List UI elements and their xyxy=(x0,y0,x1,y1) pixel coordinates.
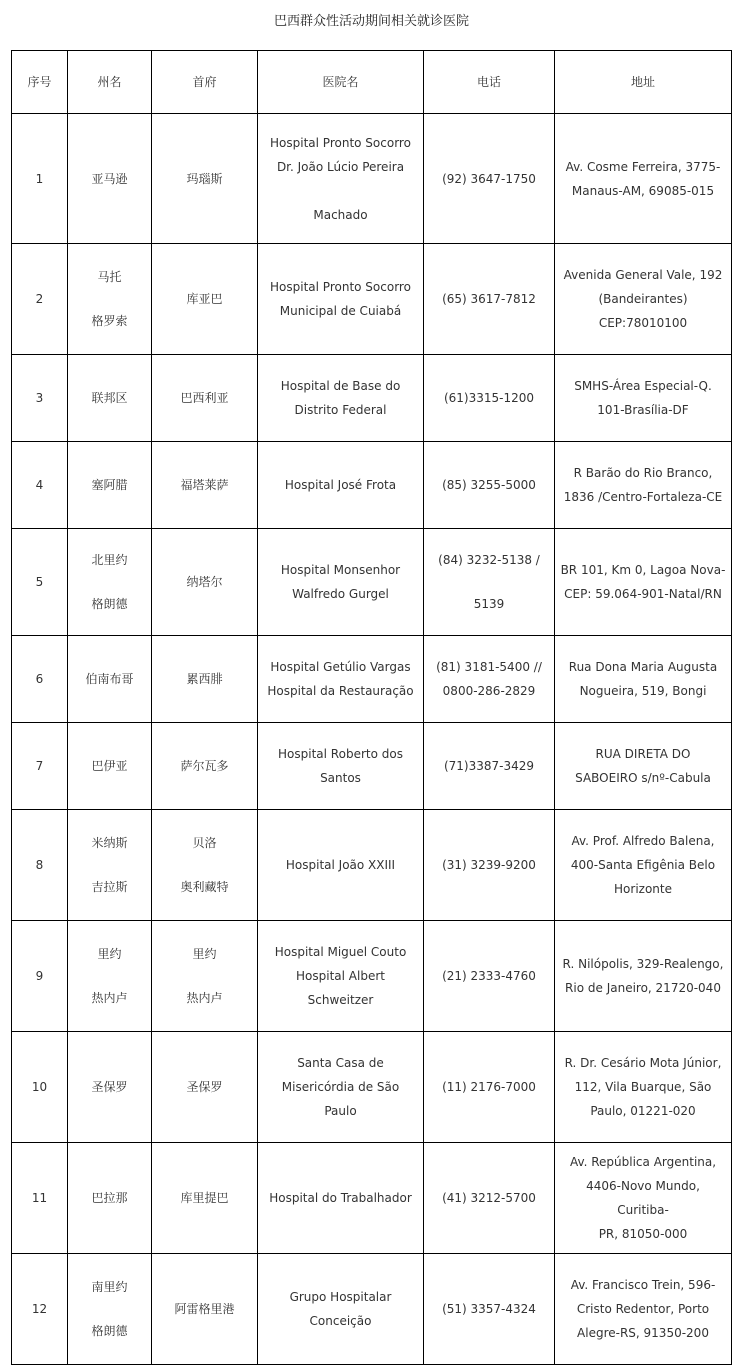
cell-line: Hospital Miguel Couto xyxy=(274,945,407,959)
cell-no: 1 xyxy=(12,114,68,244)
cell-line: Hospital Getúlio Vargas xyxy=(270,660,411,674)
cell-no: 11 xyxy=(12,1143,68,1254)
cell-hospital xyxy=(258,723,424,810)
cell-phone xyxy=(424,1143,555,1254)
cell-line: 塞阿腊 xyxy=(91,478,128,492)
cell-phone xyxy=(424,1032,555,1143)
cell-line: Schweitzer xyxy=(307,993,374,1007)
cell-address xyxy=(555,114,732,244)
cell-address xyxy=(555,529,732,636)
cell-line: (31) 3239-9200 xyxy=(442,858,536,872)
table-body xyxy=(12,114,732,1365)
cell-capital xyxy=(152,529,258,636)
cell-state xyxy=(68,921,152,1032)
cell-hospital xyxy=(258,1143,424,1254)
cell-line: Rio de Janeiro, 21720-040 xyxy=(565,981,721,995)
cell-line: (81) 3181-5400 // xyxy=(436,660,542,674)
cell-capital xyxy=(152,636,258,723)
cell-line: Dr. João Lúcio Pereira xyxy=(276,159,405,174)
cell-phone xyxy=(424,442,555,529)
cell-address xyxy=(555,723,732,810)
cell-no: 8 xyxy=(12,810,68,921)
cell-line: Municipal de Cuiabá xyxy=(279,304,402,318)
table-row xyxy=(12,114,732,244)
cell-capital xyxy=(152,1143,258,1254)
header-capital: 首府 xyxy=(152,51,258,114)
cell-line: 阿雷格里港 xyxy=(174,1302,235,1316)
cell-address xyxy=(555,355,732,442)
cell-line: 巴伊亚 xyxy=(91,759,128,773)
cell-no: 4 xyxy=(12,442,68,529)
cell-line: 累西腓 xyxy=(186,672,223,686)
cell-line: 0800-286-2829 xyxy=(442,684,536,698)
header-state: 州名 xyxy=(68,51,152,114)
cell-capital xyxy=(152,355,258,442)
cell-address xyxy=(555,636,732,723)
table-row xyxy=(12,1143,732,1254)
cell-line: 纳塔尔 xyxy=(186,575,223,589)
table-row xyxy=(12,442,732,529)
cell-state xyxy=(68,636,152,723)
cell-line: (92) 3647-1750 xyxy=(442,171,536,186)
cell-line: 格罗索 xyxy=(91,314,128,328)
cell-state xyxy=(68,355,152,442)
cell-line: CEP:78010100 xyxy=(598,316,688,330)
cell-address xyxy=(555,1254,732,1365)
cell-line: Distrito Federal xyxy=(294,403,387,417)
cell-line: Horizonte xyxy=(614,882,672,896)
cell-line: 5139 xyxy=(473,597,505,611)
table-header-row xyxy=(12,51,732,114)
cell-line: Av. Francisco Trein, 596- xyxy=(570,1278,716,1292)
cell-line: 米纳斯 xyxy=(91,836,128,850)
cell-line: Misericórdia de São xyxy=(281,1080,400,1094)
cell-state xyxy=(68,244,152,355)
cell-line: 亚马逊 xyxy=(91,171,128,186)
cell-line: R. Dr. Cesário Mota Júnior, xyxy=(564,1056,722,1070)
cell-line: BR 101, Km 0, Lagoa Nova- xyxy=(560,563,726,577)
cell-hospital xyxy=(258,1032,424,1143)
cell-line: CEP: 59.064-901-Natal/RN xyxy=(564,587,722,601)
cell-capital xyxy=(152,723,258,810)
cell-line: Av. Prof. Alfredo Balena, xyxy=(571,834,715,848)
cell-no: 3 xyxy=(12,355,68,442)
cell-line: 格朗德 xyxy=(91,1324,128,1338)
cell-address xyxy=(555,921,732,1032)
cell-capital xyxy=(152,244,258,355)
cell-line xyxy=(262,179,419,203)
table-row xyxy=(12,723,732,810)
hospital-table xyxy=(11,50,732,1365)
cell-line: 库亚巴 xyxy=(186,292,223,306)
cell-line: 格朗德 xyxy=(91,597,128,611)
cell-hospital xyxy=(258,114,424,244)
cell-line: (11) 2176-7000 xyxy=(442,1080,536,1094)
cell-line: Walfredo Gurgel xyxy=(292,587,389,601)
cell-line: 吉拉斯 xyxy=(91,880,128,894)
cell-line: Av. Cosme Ferreira, 3775- xyxy=(565,159,721,174)
cell-line: 101-Brasília-DF xyxy=(597,403,689,417)
table-row xyxy=(12,921,732,1032)
cell-line: 圣保罗 xyxy=(91,1080,128,1094)
cell-capital xyxy=(152,114,258,244)
cell-line: Hospital João XXIII xyxy=(285,858,396,872)
cell-state xyxy=(68,529,152,636)
cell-line: 福塔莱萨 xyxy=(180,478,229,492)
cell-line: (85) 3255-5000 xyxy=(442,478,536,492)
cell-line: 1836 /Centro-Fortaleza-CE xyxy=(563,490,723,504)
cell-capital xyxy=(152,442,258,529)
cell-line: Hospital de Base do xyxy=(280,379,401,393)
cell-phone xyxy=(424,810,555,921)
cell-line: 北里约 xyxy=(91,553,128,567)
cell-line: 联邦区 xyxy=(91,391,128,405)
cell-phone xyxy=(424,244,555,355)
cell-no: 2 xyxy=(12,244,68,355)
cell-line: Cristo Redentor, Porto xyxy=(576,1302,710,1316)
cell-line: (41) 3212-5700 xyxy=(442,1191,536,1205)
cell-address xyxy=(555,442,732,529)
cell-phone xyxy=(424,636,555,723)
cell-line: 4406-Novo Mundo, Curitiba- xyxy=(586,1179,700,1217)
cell-line: Paulo, 01221-020 xyxy=(590,1104,696,1118)
cell-capital xyxy=(152,921,258,1032)
cell-line: (84) 3232-5138 / xyxy=(438,553,540,567)
cell-line: 奥利藏特 xyxy=(180,880,229,894)
cell-line: 热内卢 xyxy=(91,991,128,1005)
cell-state xyxy=(68,1254,152,1365)
cell-no: 10 xyxy=(12,1032,68,1143)
cell-capital xyxy=(152,810,258,921)
cell-hospital xyxy=(258,442,424,529)
cell-line: Santa Casa de xyxy=(297,1056,384,1070)
table-row xyxy=(12,529,732,636)
table-row xyxy=(12,1032,732,1143)
cell-line: 马托 xyxy=(97,270,122,284)
cell-line: (Bandeirantes) xyxy=(598,292,688,306)
cell-no: 6 xyxy=(12,636,68,723)
cell-hospital xyxy=(258,529,424,636)
header-hospital: 医院名 xyxy=(258,51,424,114)
cell-line: Paulo xyxy=(324,1104,357,1118)
cell-line: Manaus-AM, 69085-015 xyxy=(571,183,715,198)
cell-line: PR, 81050-000 xyxy=(598,1227,688,1241)
cell-hospital xyxy=(258,810,424,921)
cell-line: 伯南布哥 xyxy=(85,672,134,686)
cell-state xyxy=(68,442,152,529)
header-no: 序号 xyxy=(12,51,68,114)
cell-hospital xyxy=(258,921,424,1032)
cell-address xyxy=(555,1143,732,1254)
cell-no: 7 xyxy=(12,723,68,810)
cell-capital xyxy=(152,1032,258,1143)
cell-line: 巴拉那 xyxy=(91,1191,128,1205)
cell-line: Grupo Hospitalar xyxy=(289,1290,392,1304)
cell-line: Av. República Argentina, xyxy=(569,1155,717,1169)
header-address: 地址 xyxy=(555,51,732,114)
page-title: 巴西群众性活动期间相关就诊医院 xyxy=(273,14,469,29)
cell-line: 112, Vila Buarque, São xyxy=(574,1080,712,1094)
header-phone: 电话 xyxy=(424,51,555,114)
cell-line: Alegre-RS, 91350-200 xyxy=(577,1326,709,1340)
cell-phone xyxy=(424,723,555,810)
cell-line: 热内卢 xyxy=(186,991,223,1005)
cell-line: Hospital Pronto Socorro xyxy=(270,280,411,294)
cell-line: (61)3315-1200 xyxy=(443,391,535,405)
cell-line: Hospital Pronto Socorro xyxy=(270,135,411,150)
cell-line: Conceição xyxy=(309,1314,372,1328)
cell-line: Santos xyxy=(320,771,361,785)
cell-line: 玛瑙斯 xyxy=(186,171,223,186)
cell-address xyxy=(555,810,732,921)
cell-address xyxy=(555,244,732,355)
cell-no: 5 xyxy=(12,529,68,636)
cell-line: 贝洛 xyxy=(192,836,217,850)
cell-line: 巴西利亚 xyxy=(180,391,229,405)
table-row xyxy=(12,355,732,442)
cell-line: SMHS-Área Especial-Q. xyxy=(574,379,712,393)
cell-hospital xyxy=(258,636,424,723)
cell-phone xyxy=(424,529,555,636)
cell-state xyxy=(68,723,152,810)
cell-line: (51) 3357-4324 xyxy=(442,1302,536,1316)
table-row xyxy=(12,244,732,355)
cell-phone xyxy=(424,355,555,442)
cell-line: R Barão do Rio Branco, xyxy=(573,466,713,480)
cell-no: 12 xyxy=(12,1254,68,1365)
cell-no: 9 xyxy=(12,921,68,1032)
cell-address xyxy=(555,1032,732,1143)
table-row xyxy=(12,810,732,921)
cell-line: (21) 2333-4760 xyxy=(442,969,536,983)
cell-state xyxy=(68,114,152,244)
cell-line: 里约 xyxy=(192,947,217,961)
cell-line: SABOEIRO s/nº-Cabula xyxy=(575,771,711,785)
cell-line: 里约 xyxy=(97,947,122,961)
cell-state xyxy=(68,1143,152,1254)
cell-line: Rua Dona Maria Augusta xyxy=(568,660,718,674)
table-row xyxy=(12,1254,732,1365)
cell-line: Hospital da Restauração xyxy=(267,684,414,698)
cell-line: Avenida General Vale, 192 xyxy=(563,268,723,282)
cell-line: 南里约 xyxy=(91,1280,128,1294)
cell-line: 圣保罗 xyxy=(186,1080,223,1094)
cell-phone xyxy=(424,1254,555,1365)
cell-line: RUA DIRETA DO xyxy=(595,747,691,761)
cell-line: (71)3387-3429 xyxy=(443,759,535,773)
cell-line: Hospital Albert xyxy=(296,969,385,983)
cell-line: 400-Santa Efigênia Belo xyxy=(570,858,716,872)
cell-phone xyxy=(424,921,555,1032)
cell-line: 萨尔瓦多 xyxy=(180,759,229,773)
cell-line: 库里提巴 xyxy=(180,1191,229,1205)
cell-line: Hospital do Trabalhador xyxy=(269,1191,412,1205)
cell-line: Hospital Monsenhor xyxy=(280,563,401,577)
cell-line: Hospital Roberto dos xyxy=(278,747,403,761)
cell-hospital xyxy=(258,244,424,355)
cell-line: Hospital José Frota xyxy=(284,478,397,492)
cell-phone xyxy=(424,114,555,244)
table-row xyxy=(12,636,732,723)
cell-state xyxy=(68,1032,152,1143)
cell-capital xyxy=(152,1254,258,1365)
cell-line: (65) 3617-7812 xyxy=(442,292,536,306)
cell-line: Machado xyxy=(313,207,368,222)
cell-state xyxy=(68,810,152,921)
cell-line: Nogueira, 519, Bongi xyxy=(579,684,707,698)
cell-hospital xyxy=(258,355,424,442)
cell-line: R. Nilópolis, 329-Realengo, xyxy=(562,957,724,971)
cell-hospital xyxy=(258,1254,424,1365)
